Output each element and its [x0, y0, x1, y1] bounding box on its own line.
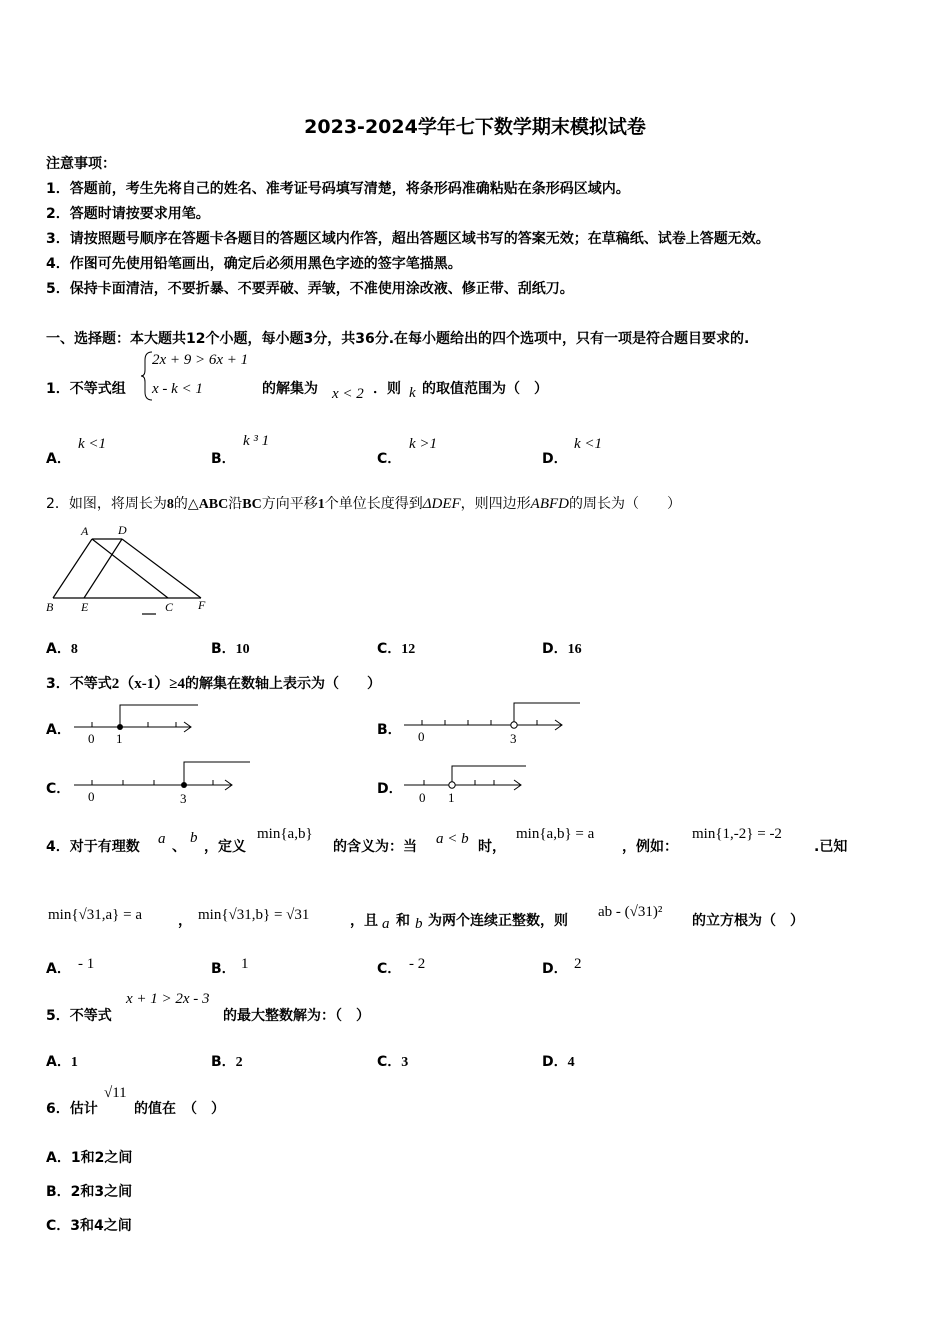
- q4-line2-var-a: a: [382, 916, 390, 932]
- q2-option-b-label: B．: [211, 641, 236, 657]
- q1-mid2: ．则: [373, 381, 401, 397]
- q3-option-b-label[interactable]: B．: [377, 722, 402, 738]
- q5-text: 5．不等式: [46, 1008, 112, 1024]
- q4-option-b[interactable]: 1: [241, 956, 249, 972]
- q2-option-c-value: 12: [401, 642, 416, 657]
- q5-option-d-label: D．: [542, 1054, 568, 1070]
- q4-expr1: min{√31,a} = a: [48, 907, 142, 923]
- q4-line1-b: ，定义: [204, 839, 246, 855]
- q4-line2-a: ，且: [350, 913, 378, 929]
- q2-label-f: F: [198, 598, 206, 612]
- q4-expr2: min{√31,b} = √31: [198, 907, 310, 923]
- q1-option-c[interactable]: k >1: [409, 436, 438, 452]
- q3-b-hollow-dot: [511, 722, 517, 728]
- q3-expr: 2（x-1）≥4: [111, 676, 185, 692]
- q5-option-b-value: 2: [235, 1055, 243, 1070]
- q2-text-a: 2．如图，将周长为: [46, 496, 167, 512]
- q3-option-c-numberline[interactable]: [70, 756, 255, 808]
- page-title: 2023-2024学年七下数学期末模拟试卷: [304, 116, 646, 138]
- q4-min-ab: min{a,b}: [257, 826, 313, 842]
- q2-text-d: 方向平移: [261, 496, 318, 512]
- q2-line-df: [122, 539, 201, 598]
- q6-option-c-label: C．: [46, 1218, 71, 1234]
- q3-suffix: 的解集在数轴上表示为（ ）: [184, 676, 381, 692]
- q2-num-1: 1: [317, 497, 325, 512]
- q3-text: 3．不等式: [46, 676, 112, 692]
- q1-var-k: k: [409, 385, 416, 401]
- q2-option-d[interactable]: [542, 638, 582, 658]
- q1-option-a[interactable]: k <1: [78, 436, 107, 452]
- q1-option-d-label[interactable]: D．: [542, 451, 568, 467]
- q2-option-c-label: C．: [377, 641, 402, 657]
- q1-solution: x < 2: [332, 386, 364, 402]
- q2-text-f: ，则四边形: [460, 496, 531, 512]
- q1-option-c-label[interactable]: C．: [377, 451, 402, 467]
- q4-option-d[interactable]: 2: [574, 956, 582, 972]
- q5-option-a[interactable]: [46, 1051, 78, 1071]
- q6-option-a[interactable]: [46, 1147, 132, 1167]
- q4-line2-c: 为两个连续正整数，则: [428, 913, 568, 929]
- q4-example: min{1,-2} = -2: [692, 826, 782, 842]
- q5-option-d-value: 4: [567, 1055, 575, 1070]
- q2-option-a-label: A．: [46, 641, 71, 657]
- q2-option-a-value: 8: [70, 642, 78, 657]
- q2-option-c[interactable]: [377, 638, 415, 658]
- q4-option-c[interactable]: - 2: [409, 956, 426, 972]
- q2-option-d-value: 16: [567, 642, 582, 657]
- q4-line2-d: 的立方根为（ ）: [692, 913, 804, 929]
- q3-d-zero: 0: [419, 790, 426, 805]
- q4-expr3: ab - (√31)²: [598, 904, 663, 920]
- q1-option-a-label[interactable]: A．: [46, 451, 71, 467]
- q3-a-zero: 0: [88, 731, 95, 746]
- q2-bc: BC: [242, 497, 262, 512]
- q4-option-b-label[interactable]: B．: [211, 961, 236, 977]
- q2-line-ab: [53, 539, 92, 598]
- q5-option-a-label: A．: [46, 1054, 71, 1070]
- q3-d-point: 1: [448, 790, 455, 805]
- q2-text-b: 的: [173, 496, 188, 512]
- q2-option-d-label: D．: [542, 641, 568, 657]
- q4-line1-e: ，例如：: [622, 839, 678, 855]
- q2-label-b: B: [46, 600, 54, 614]
- q1-mid: 的解集为: [262, 381, 318, 397]
- q1-system-line-2: x - k < 1: [152, 381, 203, 397]
- q2-text-e: 个单位长度得到: [324, 496, 423, 512]
- q2-def: ΔDEF: [422, 496, 461, 512]
- section-heading: 一、选择题：本大题共12个小题，每小题3分，共36分.在每小题给出的四个选项中，只有一项是符合题目要求的.: [46, 331, 750, 347]
- q1-option-b[interactable]: k ³ 1: [243, 433, 270, 449]
- notice-item-1: 1．答题前，考生先将自己的姓名、准考证号码填写清楚，将条形码准确粘贴在条形码区域内。: [46, 181, 630, 197]
- q3-b-zero: 0: [418, 729, 425, 744]
- q3-c-zero: 0: [88, 789, 95, 804]
- q4-line1-d: 时，: [478, 839, 506, 855]
- q4-line2-b: 和: [396, 913, 410, 929]
- q6-option-c-value: 3和4之间: [70, 1218, 132, 1234]
- q6-option-b[interactable]: [46, 1181, 132, 1201]
- q4-def: min{a,b} = a: [516, 826, 595, 842]
- q3-option-a-numberline[interactable]: [70, 700, 205, 748]
- notice-item-5: 5．保持卡面清洁，不要折暴、不要弄破、弄皱，不准使用涂改液、修正带、刮纸刀。: [46, 281, 574, 297]
- q5-option-c-value: 3: [401, 1055, 409, 1070]
- q5-option-b-label: B．: [211, 1054, 236, 1070]
- notice-item-3: 3．请按照题号顺序在答题卡各题目的答题区域内作答，超出答题区域书写的答案无效；在草稿纸、试卷上答题无效。: [46, 231, 770, 247]
- q1-option-b-label[interactable]: B．: [211, 451, 236, 467]
- q3-option-d-numberline[interactable]: [400, 758, 535, 808]
- q5-option-a-value: 1: [70, 1055, 78, 1070]
- q3-a-point: 1: [116, 731, 123, 746]
- q3-d-hollow-dot: [449, 782, 455, 788]
- q6-expr: √11: [104, 1085, 127, 1101]
- q6-option-a-label: A．: [46, 1150, 71, 1166]
- q4-line2-var-b: b: [415, 916, 423, 932]
- q6-option-c[interactable]: [46, 1215, 132, 1235]
- q2-label-d: D: [118, 523, 127, 537]
- q3-a-solid-dot: [117, 724, 123, 730]
- q2-option-b-value: 10: [235, 642, 250, 657]
- notice-item-2: 2．答题时请按要求用笔。: [46, 206, 210, 222]
- q4-line1-f: .已知: [814, 839, 848, 855]
- q6-text: 6．估计: [46, 1101, 98, 1117]
- q2-stem: [46, 493, 681, 513]
- q3-option-d-label[interactable]: D．: [377, 781, 403, 797]
- q2-figure: [44, 522, 216, 616]
- notice-heading: 注意事项：: [46, 156, 116, 172]
- q1-option-d[interactable]: k <1: [574, 436, 603, 452]
- q4-line1-a: 4．对于有理数: [46, 839, 140, 855]
- q4-option-d-label[interactable]: D．: [542, 961, 568, 977]
- q2-text-c: 沿: [228, 496, 243, 512]
- q6-option-b-label: B．: [46, 1184, 71, 1200]
- q5-option-b[interactable]: [211, 1051, 243, 1071]
- q6-suffix: 的值在 （ ）: [134, 1101, 225, 1117]
- q2-label-c: C: [165, 600, 174, 614]
- q2-text-g: 的周长为（ ）: [569, 496, 681, 512]
- q4-option-a-label[interactable]: A．: [46, 961, 71, 977]
- q3-b-point: 3: [510, 731, 517, 746]
- q3-option-b-numberline[interactable]: [400, 698, 585, 748]
- q3-stem: [46, 672, 381, 693]
- q3-option-c-label[interactable]: C．: [46, 781, 71, 797]
- q2-triangle: △ABC: [187, 497, 229, 512]
- q4-option-a[interactable]: - 1: [78, 956, 95, 972]
- q4-a: a: [158, 831, 166, 847]
- q4-line1-c: 的含义为：当: [333, 839, 417, 855]
- q2-abfd: ABFD: [530, 496, 569, 512]
- q4-b: b: [190, 830, 198, 846]
- q3-c-point: 3: [180, 791, 187, 806]
- q6-option-a-value: 1和2之间: [70, 1150, 133, 1166]
- q1-prefix: 1．不等式组: [46, 381, 126, 397]
- q5-option-d[interactable]: [542, 1051, 575, 1071]
- q4-comma: ，: [178, 913, 192, 929]
- q6-option-b-value: 2和3之间: [70, 1184, 133, 1200]
- q5-option-c[interactable]: [377, 1051, 408, 1071]
- q1-suffix: 的取值范围为（ ）: [422, 381, 548, 397]
- q2-option-a[interactable]: [46, 638, 78, 658]
- notice-item-4: 4．作图可先使用铅笔画出，确定后必须用黑色字迹的签字笔描黑。: [46, 256, 462, 272]
- q2-label-e: E: [81, 600, 89, 614]
- q5-expr: x + 1 > 2x - 3: [126, 991, 210, 1007]
- q2-label-a: A: [81, 524, 89, 538]
- q4-cond: a < b: [436, 831, 469, 847]
- q5-suffix: 的最大整数解为：（ ）: [223, 1008, 370, 1024]
- q5-option-c-label: C．: [377, 1054, 402, 1070]
- q3-option-a-label[interactable]: A．: [46, 722, 71, 738]
- q2-num-8: 8: [166, 497, 174, 512]
- q1-system-line-1: 2x + 9 > 6x + 1: [152, 352, 249, 368]
- q2-option-b[interactable]: [211, 638, 250, 658]
- q4-sep: 、: [172, 839, 186, 855]
- q4-option-c-label[interactable]: C．: [377, 961, 402, 977]
- q3-c-solid-dot: [181, 782, 187, 788]
